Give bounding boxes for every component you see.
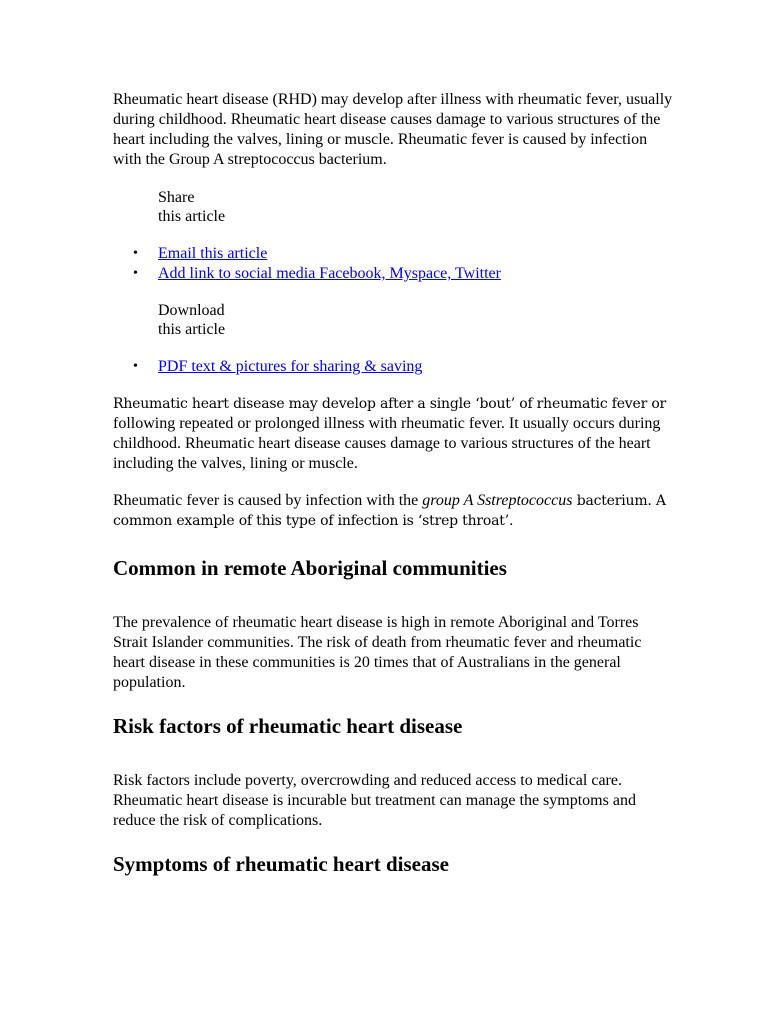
heading-risk-factors: Risk factors of rheumatic heart disease (113, 714, 463, 738)
share-links-list (113, 244, 673, 284)
cause-paragraph-start: Rheumatic fever is caused by infection with the (113, 492, 423, 509)
social-media-link[interactable]: Add link to social media Facebook, Myspace, Twitter (158, 265, 501, 282)
bout-paragraph (113, 394, 673, 474)
pdf-download-link[interactable]: PDF text & pictures for sharing & saving (158, 358, 423, 375)
prevalence-paragraph: The prevalence of rheumatic heart disease is high in remote Aboriginal and Torres Strait Islander communities. The risk of death from rheumatic fever and rheumatic heart disease in these communities is 20 times that of Australians in the general population. (113, 614, 642, 691)
cause-paragraph-end: bacterium. A common example of this type of infection is ‘strep throat’. (113, 493, 666, 529)
share-label-line1: Share (158, 189, 195, 206)
intro-paragraph: Rheumatic heart disease (RHD) may develop after illness with rheumatic fever, usually during childhood. Rheumatic heart disease causes damage to various structures of the heart including the valves, lining or muscle. Rheumatic fever is caused by infection with the Group A streptococcus bacterium. (113, 91, 673, 168)
list-item (158, 264, 673, 284)
download-links-list (113, 357, 673, 377)
download-label-line2: this article (158, 321, 226, 338)
heading-aboriginal-communities: Common in remote Aboriginal communities (113, 556, 507, 580)
risk-factors-paragraph: Risk factors include poverty, overcrowding and reduced access to medical care. Rheumatic heart disease is incurable but treatment can manage the symptoms and reduce the risk of complications. (113, 772, 636, 829)
share-label-line2: this article (158, 208, 226, 225)
article-body (113, 90, 673, 877)
list-item (158, 357, 673, 377)
heading-symptoms: Symptoms of rheumatic heart disease (113, 852, 449, 876)
bout-paragraph-lead: Rheumatic heart disease may develop after a single ‘bout’ of rheumatic fever or (113, 396, 667, 412)
download-block (113, 301, 673, 377)
list-item (158, 244, 673, 264)
bout-paragraph-rest: following repeated or prolonged illness with rheumatic fever. It usually occurs during childhood. Rheumatic heart disease causes damage to various structures of the heart including the valves, lining or muscle. (113, 415, 661, 472)
cause-paragraph (113, 491, 673, 531)
email-article-link[interactable]: Email this article (158, 245, 268, 262)
share-block (113, 188, 673, 284)
cause-paragraph-organism: group A Sstreptococcus (422, 492, 573, 509)
download-label-line1: Download (158, 302, 225, 319)
